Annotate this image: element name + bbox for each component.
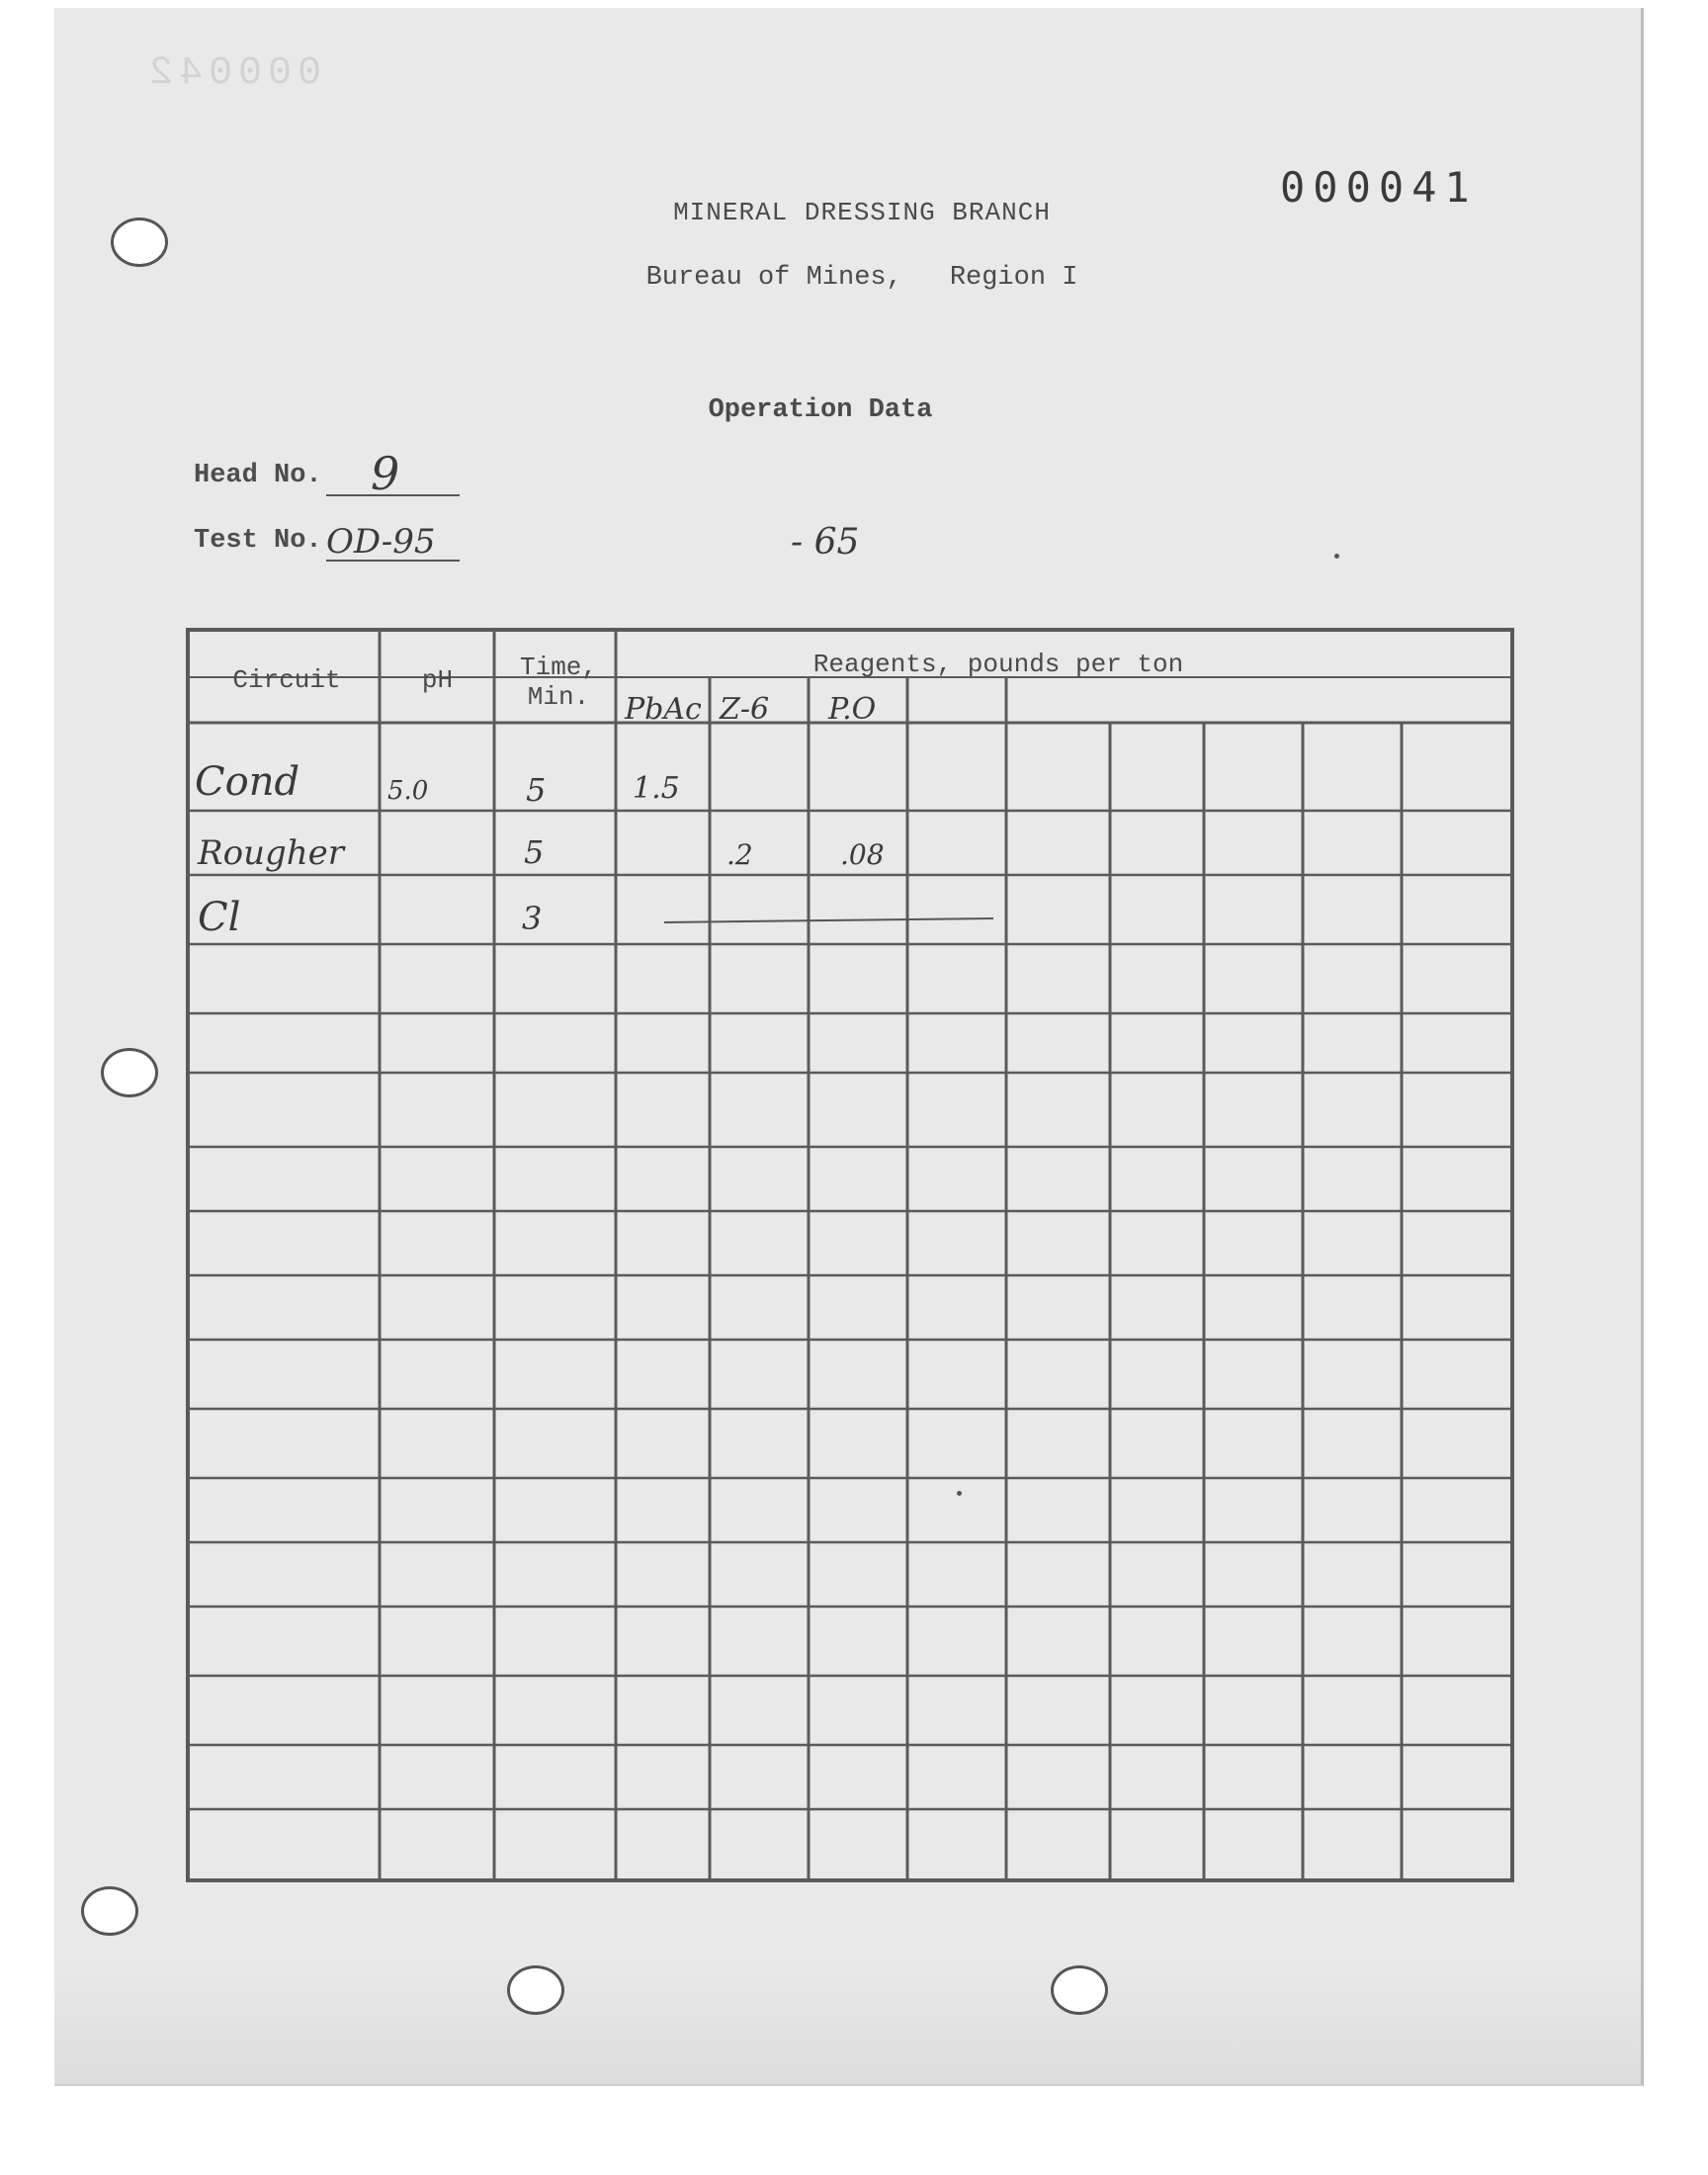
row1-ph: 5.0 xyxy=(387,776,429,806)
col-header-time xyxy=(499,652,618,712)
col-header-time-line2: Min. xyxy=(527,682,590,712)
col-header-ph: pH xyxy=(421,665,454,695)
punch-hole xyxy=(101,1048,158,1097)
test-no-value: OD-95 xyxy=(326,522,436,562)
row1-circuit: Cond xyxy=(195,759,300,805)
bleed-through-number: 000042 xyxy=(143,51,322,96)
punch-hole xyxy=(507,1965,564,2015)
test-no-suffix: - 65 xyxy=(791,522,860,563)
punch-hole xyxy=(111,218,168,267)
reagent-header-3: P.O xyxy=(828,692,877,727)
page-bottom-shade xyxy=(54,1958,1641,2084)
operation-data-table xyxy=(186,628,1515,1898)
row2-reagent2: .2 xyxy=(726,838,753,871)
bureau-line xyxy=(565,263,1158,293)
region-label: Region I xyxy=(949,263,1078,293)
page-title: Operation Data xyxy=(708,395,933,425)
head-no-value: 9 xyxy=(371,447,400,500)
row2-reagent3: .08 xyxy=(840,838,885,871)
col-header-circuit: Circuit xyxy=(232,665,341,695)
bureau-name: Bureau of Mines, xyxy=(645,263,902,293)
row3-time: 3 xyxy=(522,900,543,937)
test-no-label: Test No. xyxy=(194,526,322,556)
row3-circuit: Cl xyxy=(198,895,241,940)
paper-speck xyxy=(1334,554,1339,559)
col-header-reagents: Reagents, pounds per ton xyxy=(812,650,1184,679)
handwritten-dash-line xyxy=(662,914,998,926)
row1-time: 5 xyxy=(526,771,547,809)
paper-speck xyxy=(957,1491,962,1496)
reagent-header-2: Z-6 xyxy=(720,692,770,727)
col-header-time-line1: Time, xyxy=(519,652,597,682)
reagent-header-1: PbAc xyxy=(625,692,702,727)
branch-heading: MINERAL DRESSING BRANCH xyxy=(673,198,1051,227)
punch-hole xyxy=(1051,1965,1108,2015)
row2-circuit: Rougher xyxy=(198,833,345,873)
document-number: 000041 xyxy=(1280,163,1478,212)
head-no-label: Head No. xyxy=(194,461,322,490)
row2-time: 5 xyxy=(524,833,545,871)
row1-reagent1: 1.5 xyxy=(633,771,680,806)
punch-hole xyxy=(81,1886,138,1936)
